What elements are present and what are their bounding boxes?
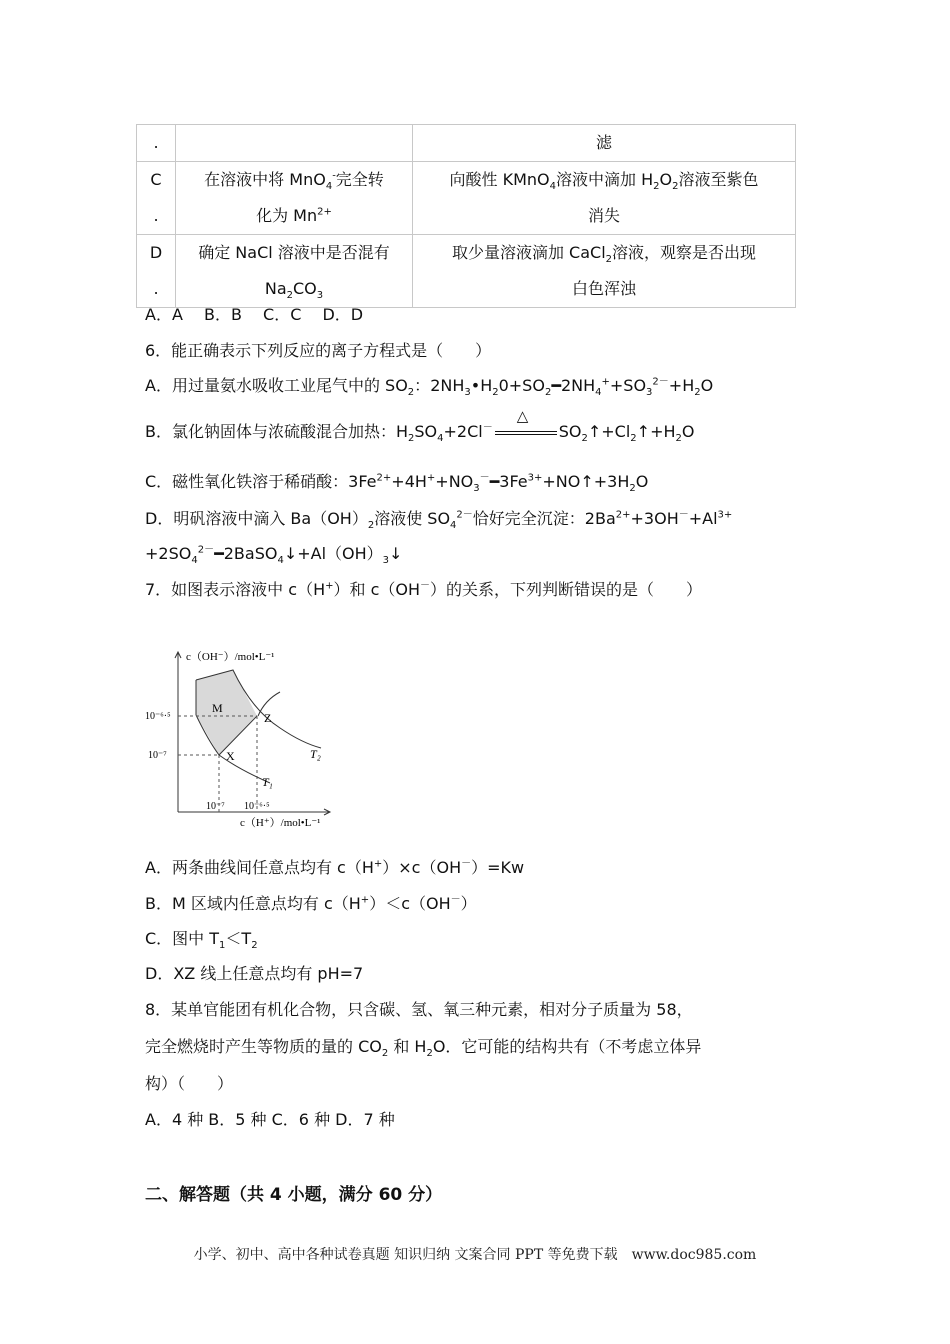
q7-option-d: D．XZ 线上任意点均有 pH=7 [145,964,364,983]
q8-stem-cont: 完全燃烧时产生等物质的量的 $CO_2$ 和 $H_2O$．它可能的结构共有（不考虑立体异 [145,1037,702,1060]
q7-option-c: C．图中 $T_1<T_2$ [145,929,258,952]
curve-label: T₁ [262,775,273,789]
q6-option-c: C．磁性氧化铁溶于稀硝酸：$3Fe^{2+}+4H^++NO_3^-━3Fe^{3+}+NO↑+3H_2O$ [145,472,649,495]
q6-option-a: A．用过量氨水吸收工业尾气中的 $SO_2$：$2NH_3•H_20+SO_2━2NH_4^++SO_3^{2-}+H_2O$ [145,376,714,399]
point-label: Z [264,711,272,725]
x-tick: 10⁻⁶·⁵ [244,801,270,812]
q7-stem: 7．如图表示溶液中 c（H+）和 c（OH－）的关系，下列判断错误的是（ ） [145,580,703,599]
y-tick: 10⁻⁶·⁵ [145,711,171,722]
q6-stem: 6．能正确表示下列反应的离子方程式是（ ） [145,341,492,360]
page-footer: 小学、初中、高中各种试卷真题 知识归纳 文案合同 PPT 等免费下载 www.doc985.com [193,1247,757,1263]
table-row-label: . [137,125,176,162]
heat-triangle: △ [516,407,529,425]
y-axis-label: c（OH⁻）/mol•L⁻¹ [186,651,275,663]
q7-option-b: B．M 区域内任意点均有 c（H+）＜c（OH－） [145,894,477,913]
q7-option-a: A．两条曲线间任意点均有 c（H+）×c（OH－）=Kw [145,858,525,877]
options-table [136,124,796,308]
x-tick: 10⁻⁷ [206,801,225,812]
table-cell: 取少量溶液滴加 CaCl$_2$溶液，观察是否出现 白色浑浊 [413,235,796,308]
section-title: 二、解答题（共 4 小题，满分 60 分） [145,1185,443,1205]
y-tick: 10⁻⁷ [148,750,167,761]
q6-option-d-cont: $+2SO_4^{2-}━2BaSO_4↓+Al(OH)_3↓$ [145,544,403,567]
q6-option-b: B．氯化钠固体与浓硫酸混合加热：$H_2SO_4+2Cl^-$ △ $SO_2↑+Cl_2↑+H_2O$ [145,407,695,445]
x-axis-label: c（H⁺）/mol•L⁻¹ [240,817,321,829]
point-label: M [212,701,223,715]
table-cell [176,125,413,162]
table-cell: 滤 [413,125,796,162]
q8-options: A．4 种 B．5 种 C．6 种 D．7 种 [145,1110,395,1129]
table-row-label: C . [137,162,176,235]
table-row-label: D . [137,235,176,308]
q8-stem-end: 构）（ ） [145,1074,234,1093]
kw-figure [140,640,370,840]
table-cell: 在溶液中将 MnO$_4$-完全转 化为 $Mn^{2+}$ [176,162,413,235]
curve-label: T₂ [310,747,321,761]
table-cell: 向酸性 KMnO$_4$溶液中滴加 $H_2O_2$溶液至紫色 消失 [413,162,796,235]
q5-options: A．A B．B C．C D．D [145,305,364,324]
q6-option-d: D．明矾溶液中滴入 $Ba(OH)_2$溶液使 $SO_4^{2-}$恰好完全沉淀：$2Ba^{2+}+3OH^-+Al^{3+}$ [145,509,733,532]
table-cell: 确定 NaCl 溶液中是否混有 $Na_2CO_3$ [176,235,413,308]
point-label: X [226,749,235,763]
q8-stem: 8．某单官能团有机化合物，只含碳、氢、氧三种元素，相对分子质量为 58， [145,1000,693,1019]
